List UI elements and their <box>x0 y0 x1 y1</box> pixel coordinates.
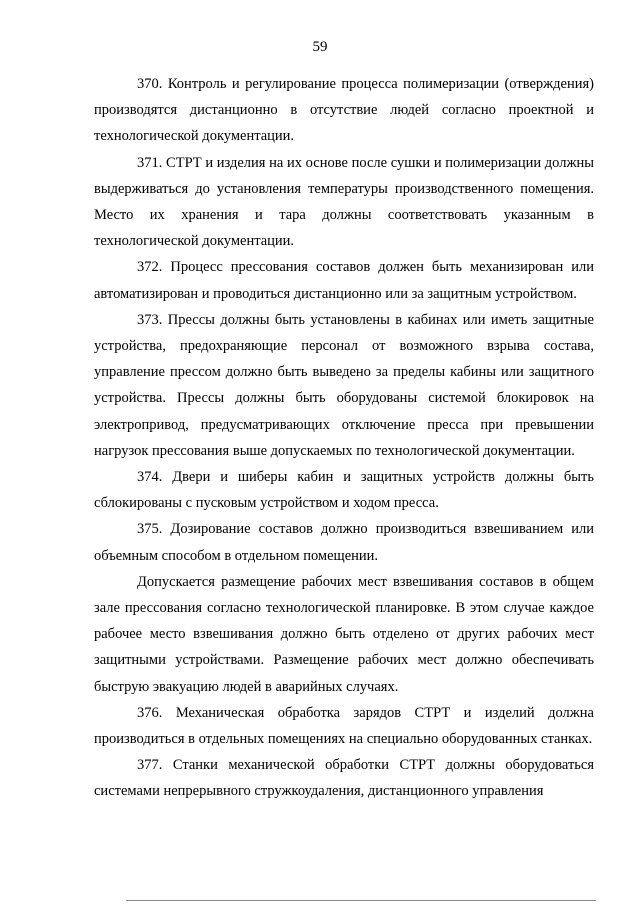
document-body <box>94 71 594 805</box>
paragraph-375-continuation: Допускается размещение рабочих мест взвешивания составов в общем зале прессования согласно технологической планировке. В этом случае каждое рабочее место взвешивания должно быть отделено от других рабочих мест защитными устройствами. Размещение рабочих мест должно обеспечивать быструю эвакуацию людей в аварийных случаях. <box>94 573 594 695</box>
paragraph-372: 372. Процесс прессования составов должен быть механизирован или автоматизирован и проводиться дистанционно или за защитным устройством. <box>94 259 594 302</box>
paragraph-370: 370. Контроль и регулирование процесса полимеризации (отверждения) производятся дистанционно в отсутствие людей согласно проектной и технологической документации. <box>94 76 594 145</box>
paragraph-373: 373. Прессы должны быть установлены в кабинах или иметь защитные устройства, предохраняющие персонал от возможного взрыва состава, управление прессом должно быть выведено за пределы кабины или защитного устройства. Прессы должны быть оборудованы системой блокировок на электропривод, предусматривающих отключение пресса при превышении нагрузок прессования выше допускаемых по технологической документации. <box>94 311 594 459</box>
paragraph-374: 374. Двери и шиберы кабин и защитных устройств должны быть сблокированы с пусковым устройством и ходом пресса. <box>94 469 594 512</box>
paragraph-377: 377. Станки механической обработки СТРТ должны оборудоваться системами непрерывного стружкоудаления, дистанционного управления <box>94 757 594 800</box>
paragraph-371: 371. СТРТ и изделия на их основе после сушки и полимеризации должны выдерживаться до установления температуры производственного помещения. Место их хранения и тара должны соответствовать указанным в технологической документации. <box>94 154 594 250</box>
paragraph-376: 376. Механическая обработка зарядов СТРТ и изделий должна производиться в отдельных помещениях на специально оборудованных станках. <box>94 704 594 748</box>
scan-edge-line <box>126 900 596 901</box>
paragraph-375: 375. Дозирование составов должно производиться взвешиванием или объемным способом в отдельном помещении. <box>94 521 594 564</box>
page-number: 59 <box>312 39 328 55</box>
